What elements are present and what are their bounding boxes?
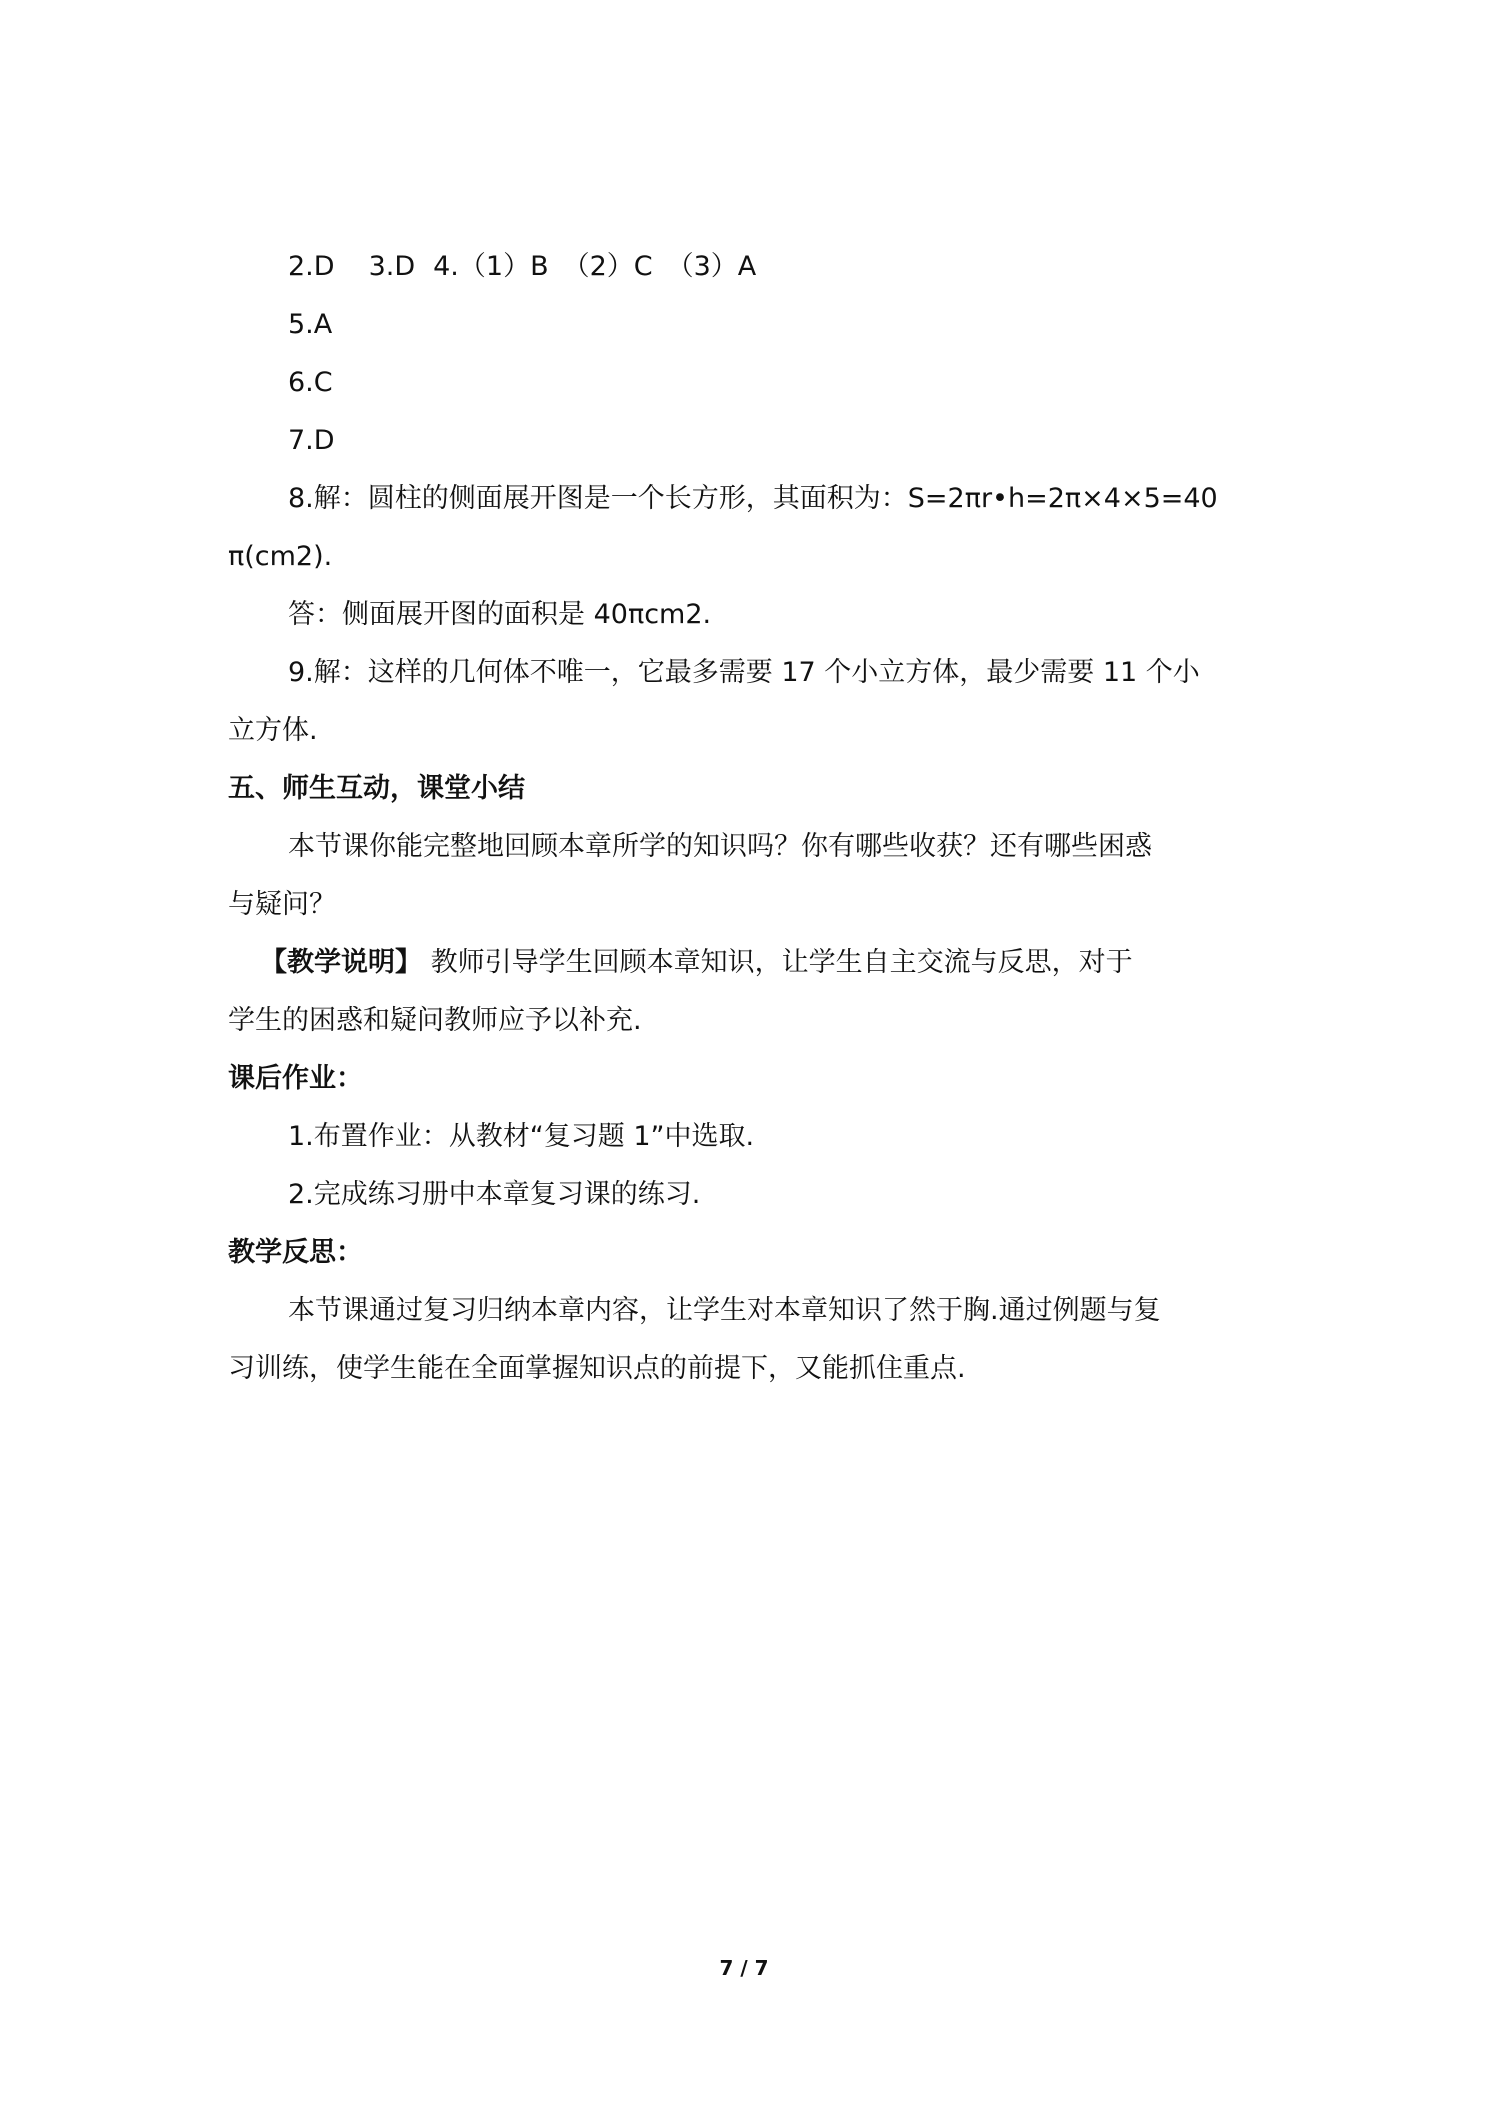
answer-q6: 6.C — [288, 367, 333, 398]
answer-q9-line2: 立方体. — [228, 715, 318, 746]
answer-q8-conclusion: 答：侧面展开图的面积是 40πcm2. — [288, 599, 712, 630]
reflection-heading: 教学反思： — [228, 1237, 363, 1268]
answer-q8-line1: 8.解：圆柱的侧面展开图是一个长方形，其面积为：S=2πr•h=2π×4×5=40 — [288, 483, 1218, 514]
answer-q3: 3.D — [368, 251, 416, 282]
teaching-note-text: 教师引导学生回顾本章知识，让学生自主交流与反思，对于 — [422, 947, 1133, 978]
document-body — [228, 238, 1270, 1398]
answer-q5: 5.A — [288, 309, 333, 340]
homework-heading: 课后作业： — [228, 1063, 363, 1094]
answer-q4-part1: 4.（1）B — [433, 251, 549, 282]
homework-item-2: 2.完成练习册中本章复习课的练习. — [288, 1179, 701, 1210]
reflection-paragraph-line2: 习训练，使学生能在全面掌握知识点的前提下，又能抓住重点. — [228, 1353, 966, 1384]
page-number: 7 / 7 — [719, 1956, 769, 1980]
section5-paragraph-line2: 与疑问？ — [228, 889, 336, 920]
answers-q2-q4 — [228, 238, 1270, 296]
answer-q8-line2: π(cm2). — [228, 541, 333, 572]
answer-q7: 7.D — [288, 425, 335, 456]
teaching-note-line1 — [228, 934, 1270, 992]
homework-item-1: 1.布置作业：从教材“复习题 1”中选取. — [288, 1121, 755, 1152]
answer-q4-part2: （2）C — [562, 251, 653, 282]
answer-q4-part3: （3）A — [666, 251, 757, 282]
answer-q2: 2.D — [288, 251, 335, 282]
reflection-paragraph-line1: 本节课通过复习归纳本章内容，让学生对本章知识了然于胸.通过例题与复 — [288, 1295, 1161, 1326]
teaching-note-line2: 学生的困惑和疑问教师应予以补充. — [228, 1005, 642, 1036]
teaching-note-label: 【教学说明】 — [260, 947, 422, 978]
section5-heading: 五、师生互动，课堂小结 — [228, 773, 525, 804]
answer-q9-line1: 9.解：这样的几何体不唯一，它最多需要 17 个小立方体，最少需要 11 个小 — [288, 657, 1200, 688]
section5-paragraph-line1: 本节课你能完整地回顾本章所学的知识吗？你有哪些收获？还有哪些困惑 — [288, 831, 1152, 862]
